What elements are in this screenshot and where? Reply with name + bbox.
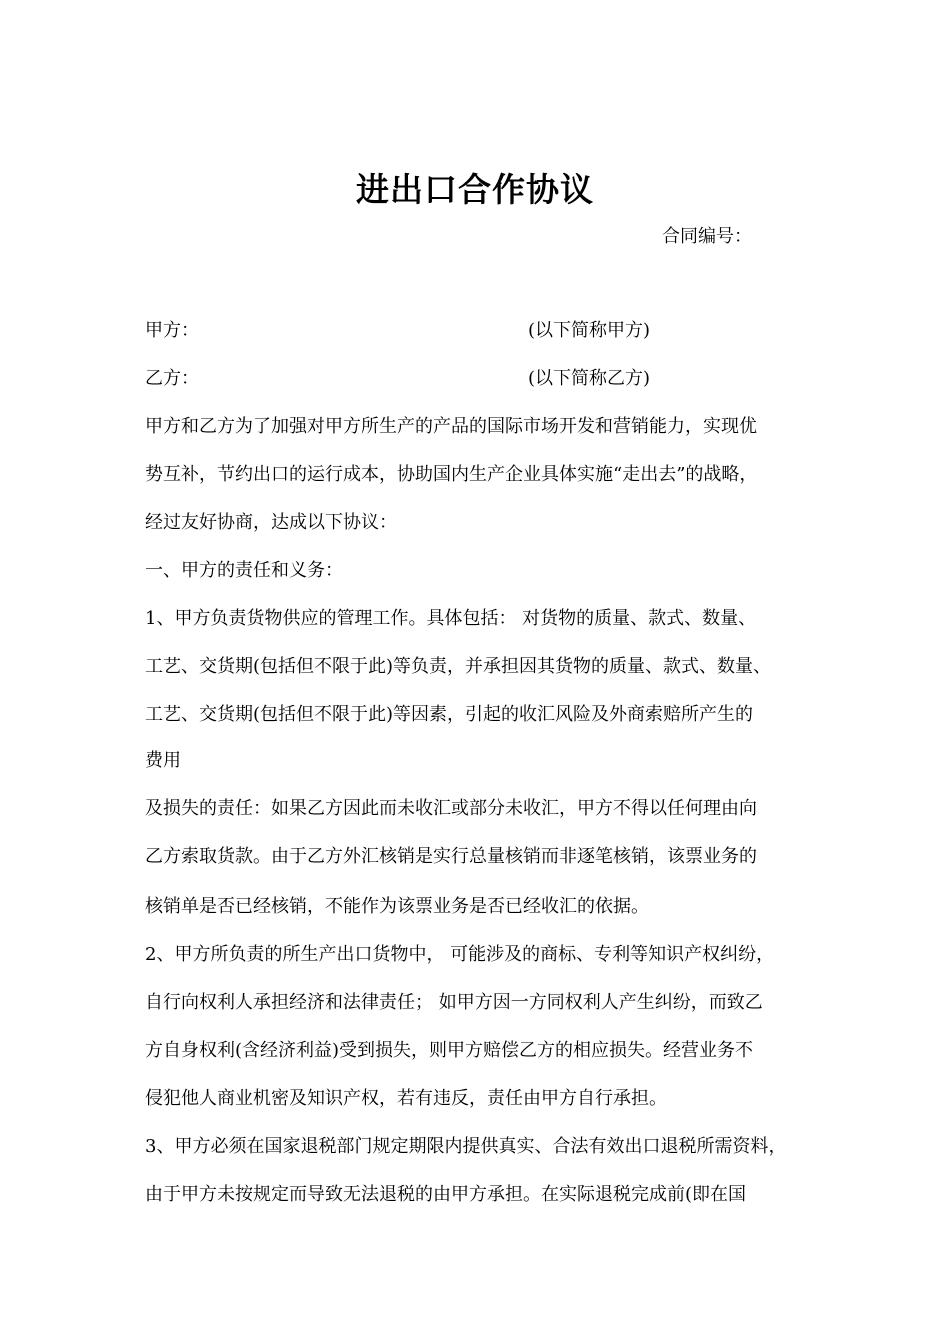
party-b-note: (以下简称乙方) (528, 368, 651, 389)
body-line: 乙方索取货款。由于乙方外汇核销是实行总量核销而非逐笔核销，该票业务的 (145, 846, 757, 867)
body-line: 2、甲方所负责的所生产出口货物中， 可能涉及的商标、专利等知识产权纠纷， (145, 944, 775, 965)
body-line: 势互补，节约出口的运行成本，协助国内生产企业具体实施“走出去”的战略， (145, 464, 758, 485)
body-line: 工艺、交货期(包括但不限于此)等负责，并承担因其货物的质量、款式、数量、 (145, 656, 772, 677)
body-line: 及损失的责任：如果乙方因此而未收汇或部分未收汇，甲方不得以任何理由向 (145, 798, 757, 819)
contract-number-label: 合同编号： (662, 226, 752, 247)
body-line: 自行向权利人承担经济和法律责任； 如甲方因一方同权利人产生纠纷，而致乙 (145, 992, 763, 1013)
body-line: 费用 (145, 750, 181, 771)
body-line: 1、甲方负责货物供应的管理工作。具体包括： 对货物的质量、款式、数量、 (145, 608, 757, 629)
body-line: 由于甲方未按规定而导致无法退税的由甲方承担。在实际退税完成前(即在国 (145, 1184, 747, 1205)
document-title: 进出口合作协议 (356, 170, 594, 209)
body-line: 方自身权利(含经济利益)受到损失，则甲方赔偿乙方的相应损失。经营业务不 (145, 1040, 754, 1061)
section-heading: 一、甲方的责任和义务： (145, 560, 343, 581)
body-line: 3、甲方必须在国家退税部门规定期限内提供真实、合法有效出口退税所需资料， (145, 1136, 787, 1157)
party-a-note: (以下简称甲方) (528, 320, 651, 341)
body-line: 甲方和乙方为了加强对甲方所生产的产品的国际市场开发和营销能力，实现优 (145, 416, 757, 437)
party-a-label: 甲方： (145, 320, 199, 341)
body-line: 侵犯他人商业机密及知识产权，若有违反，责任由甲方自行承担。 (145, 1088, 667, 1109)
body-line: 核销单是否已经核销，不能作为该票业务是否已经收汇的依据。 (145, 896, 649, 917)
body-line: 工艺、交货期(包括但不限于此)等因素，引起的收汇风险及外商索赔所产生的 (145, 704, 754, 725)
party-b-label: 乙方： (145, 368, 199, 389)
body-line: 经过友好协商，达成以下协议： (145, 512, 397, 533)
